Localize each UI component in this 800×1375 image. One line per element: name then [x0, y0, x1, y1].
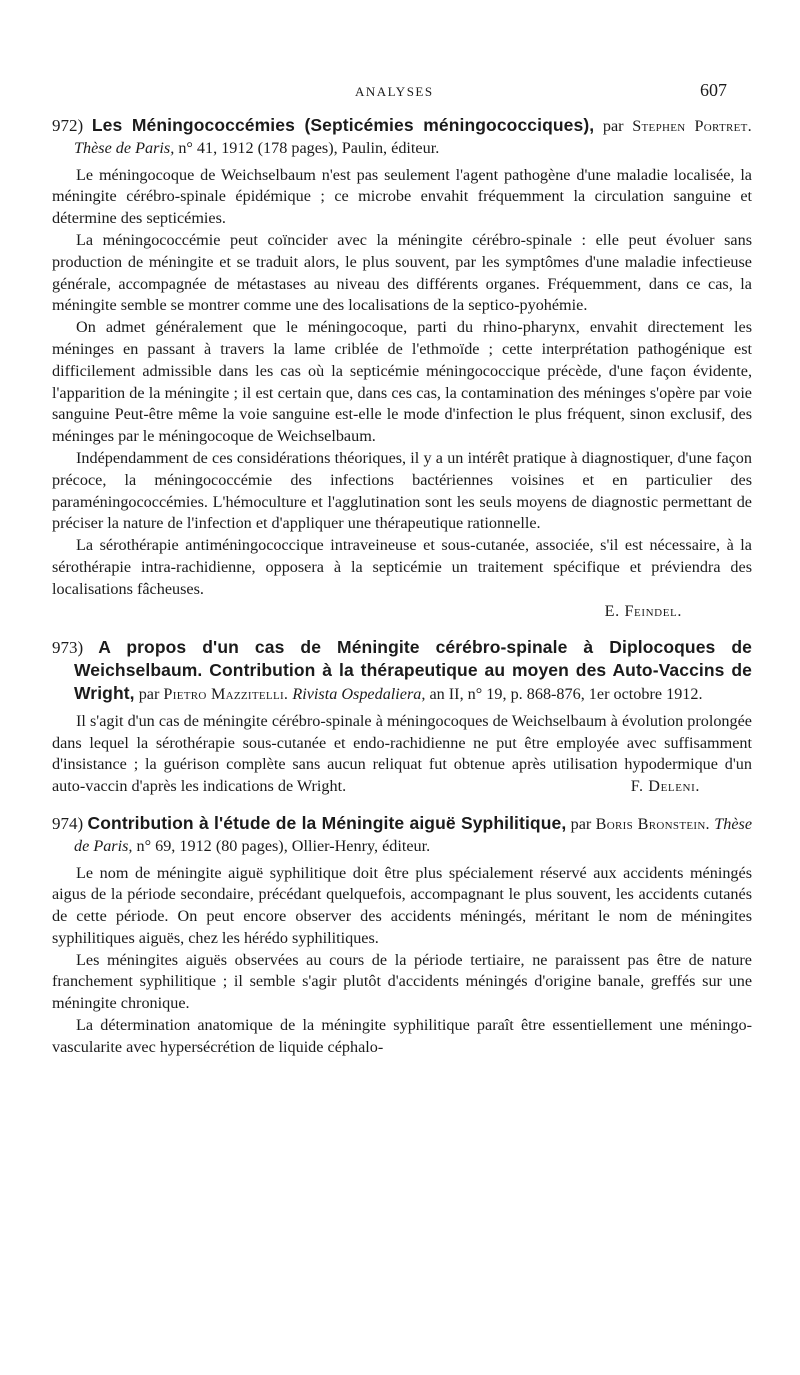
paragraph: La détermination anatomique de la méningite syphilitique paraît être essentiellement une méningo-vascularite avec hypersécrétion de liquide céphalo-: [52, 1016, 752, 1056]
article-body: [52, 115, 752, 1059]
entry-974: [52, 813, 752, 1059]
paragraph: Les méningites aiguës observées au cours de la période tertiaire, ne paraissent pas être de nature franchement syphilitique ; il semble s'agir plutôt d'accidents méningés d'origine banale, greffés sur une méningite chronique.: [52, 950, 752, 1013]
entry-author: Boris Bronstein.: [595, 814, 710, 833]
entry-title: Les Méningococcémies (Septicémies méningococciques),: [91, 115, 595, 135]
reviewer-signature: E. Feindel.: [604, 601, 682, 620]
paragraph: [52, 711, 752, 798]
entry-details: an II, n° 19, p. 868-876, 1er octobre 1912.: [425, 684, 703, 703]
entry-journal: Thèse de Paris,: [74, 814, 753, 855]
entry-title: Contribution à l'étude de la Méningite aiguë Syphilitique,: [87, 812, 567, 833]
entry-details: n° 41, 1912 (178 pages), Paulin, éditeur.: [174, 138, 440, 157]
entry-heading: [52, 637, 752, 705]
running-head: [0, 80, 800, 104]
entry-by: par: [594, 117, 633, 135]
entry-number: 973): [52, 638, 84, 658]
entry-heading: [52, 115, 752, 160]
paragraph: Le nom de méningite aiguë syphilitique doit être plus spécialement réservé aux accidents méningés aigus de la période secondaire, précédant quelquefois, accompagnant le plus souvent, les accidents cutanés de cette période. On peut encore observer des accidents méningés, méritant le nom de méningites syphilitiques aiguës, chez les hérédo syphilitiques.: [52, 863, 752, 947]
paragraph: La sérothérapie antiméningococcique intraveineuse et sous-cutanée, associée, s'il est nécessaire, à la sérothérapie intra-rachidienne, opposera à la septicémie un traitement spécifique et préviendra des localisations fâcheuses.: [52, 536, 752, 598]
entry-details: n° 69, 1912 (80 pages), Ollier-Henry, éditeur.: [132, 836, 431, 855]
reviewer-signature: F. Deleni.: [630, 777, 700, 796]
entry-author: Pietro Mazzitelli.: [163, 684, 289, 703]
entry-973: [52, 637, 752, 798]
entry-journal: Rivista Ospedaliera,: [288, 684, 426, 703]
paragraph: On admet généralement que le méningocoque, parti du rhino-pharynx, envahit directement les méninges en passant à travers la lame criblée de l'ethmoïde ; cette interprétation pathogénique est difficilement admissible dans les cas où la septicémie méningococcique précède, d'une façon évidente, l'apparition de la méningite ; il est certain que, dans ces cas, la contamination des méninges s'opère par voie sanguine Peut-être même la voie sanguine est-elle le mode d'infection le plus fréquent, sinon exclusif, des méninges par le méningocoque de Weichselbaum.: [52, 318, 752, 446]
paragraph-text: Il s'agit d'un cas de méningite cérébro-spinale à méningocoques de Weichselbaum à évolution prolongée dans lequel la sérothérapie sous-cutanée et endo-rachidienne ne put être employée avec suffisamment d'insistance ; la guérison complète sans aucun reliquat fut obtenue après utilisation hypodermique d'un auto-vaccin d'après les indications de Wright.: [52, 711, 752, 796]
paragraph: Indépendamment de ces considérations théoriques, il y a un intérêt pratique à diagnostiquer, d'une façon précoce, la méningococcémie des infections bactériennes voisines et en particulier des paraméningococcémies. L'hémoculture et l'agglutination sont les seuls moyens de diagnostic permettant de préciser la nature de l'infection et d'appliquer une thérapeutique rationnelle.: [52, 448, 752, 533]
entry-number: 974): [52, 813, 84, 833]
running-title: ANALYSES: [355, 84, 434, 99]
page-number: 607: [700, 80, 727, 100]
entry-heading: [52, 813, 752, 858]
paragraph: La méningococcémie peut coïncider avec la méningite cérébro-spinale : elle peut évoluer sans production de méningite et se traduit alors, le plus souvent, par les symptômes d'une maladie infectieuse générale, accompagnée de métastases au niveau des différents organes. Fréquemment, dans ce cas, la méningite semble se montrer comme une des localisations de la septico-pyohémie.: [52, 230, 752, 315]
entry-by: par: [134, 684, 164, 703]
paragraph: Le méningocoque de Weichselbaum n'est pas seulement l'agent pathogène d'une maladie localisée, la méningite cérébro-spinale épidémique ; ce microbe envahit fréquemment la circulation sanguine et détermine des septicémies.: [52, 165, 752, 228]
entry-972: [52, 115, 752, 622]
entry-by: par: [566, 814, 596, 833]
entry-journal: Thèse de Paris,: [74, 138, 175, 157]
entry-title: A propos d'un cas de Méningite cérébro-spinale à Diplocoques de Weichselbaum. Contribution à la thérapeutique au moyen des Auto-Vaccins de Wright,: [74, 637, 752, 703]
entry-author: Stephen Portret.: [632, 117, 753, 135]
entry-number: 972): [52, 116, 84, 135]
